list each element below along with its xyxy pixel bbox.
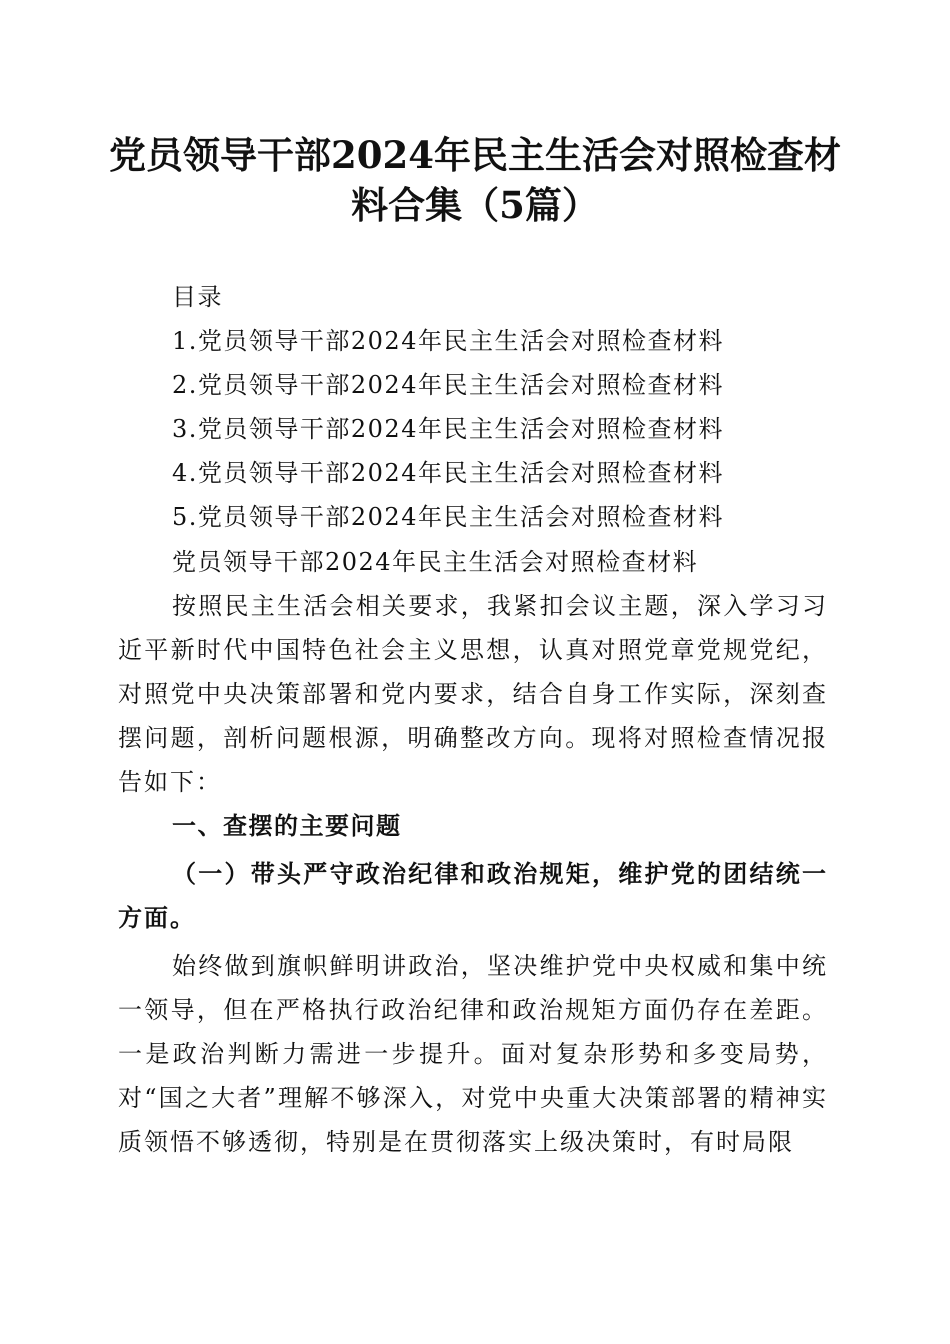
toc-item-5: 5.党员领导干部2024年民主生活会对照检查材料 xyxy=(172,503,724,531)
toc-heading: 目录 xyxy=(172,283,223,311)
subsection-heading: （一）带头严守政治纪律和政治规矩，维护党的团结统一方面。 xyxy=(118,859,828,932)
title-line-1: 党员领导干部2024年民主生活会对照检查材 xyxy=(109,133,841,177)
toc-item-1: 1.党员领导干部2024年民主生活会对照检查材料 xyxy=(172,327,724,355)
body-paragraph: 始终做到旗帜鲜明讲政治，坚决维护党中央权威和集中统一领导，但在严格执行政治纪律和政治规矩方面仍存在差距。一是政治判断力需进一步提升。面对复杂形势和多变局势，对“国之大者”理解不够深入，对党中央重大决策部署的精神实质领悟不够透彻，特别是在贯彻落实上级决策时，有时局限 xyxy=(118,952,828,1156)
toc-item-2: 2.党员领导干部2024年民主生活会对照检查材料 xyxy=(172,371,724,399)
document-title xyxy=(100,130,850,230)
section-heading: 一、查摆的主要问题 xyxy=(172,812,402,840)
intro-paragraph: 按照民主生活会相关要求，我紧扣会议主题，深入学习习近平新时代中国特色社会主义思想，认真对照党章党规党纪，对照党中央决策部署和党内要求，结合自身工作实际，深刻查摆问题，剖析问题根源，明确整改方向。现将对照检查情况报告如下： xyxy=(118,592,828,796)
toc-item-4: 4.党员领导干部2024年民主生活会对照检查材料 xyxy=(172,459,724,487)
article-title: 党员领导干部2024年民主生活会对照检查材料 xyxy=(172,548,699,576)
table-of-contents xyxy=(172,319,882,539)
title-line-2: 料合集（5篇） xyxy=(351,183,599,227)
toc-item-3: 3.党员领导干部2024年民主生活会对照检查材料 xyxy=(172,415,724,443)
